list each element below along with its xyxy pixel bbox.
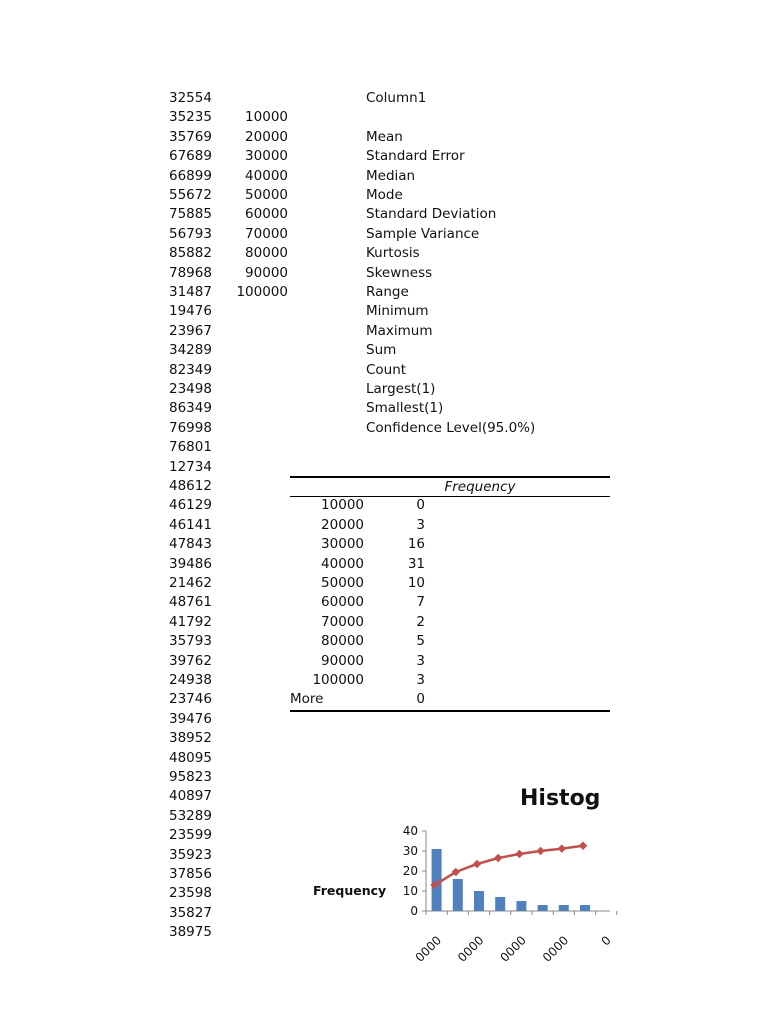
x-tick-label: 0 bbox=[598, 933, 614, 949]
x-tick-label: 0000 bbox=[539, 933, 572, 965]
histogram-bar bbox=[559, 905, 569, 911]
data-value: 66899 bbox=[169, 167, 212, 184]
data-value: 46141 bbox=[169, 516, 212, 533]
data-value: 37856 bbox=[169, 866, 212, 882]
y-tick-label: 0 bbox=[410, 904, 418, 918]
y-tick-label: 20 bbox=[402, 864, 418, 878]
y-tick-label: 30 bbox=[402, 844, 418, 858]
bin-value: 50000 bbox=[245, 187, 288, 203]
table-frequency-cell: 0 bbox=[416, 691, 425, 708]
table-bin-cell: 40000 bbox=[321, 555, 364, 572]
table-frequency-cell: 10 bbox=[407, 575, 425, 591]
stat-label: Confidence Level(95.0%) bbox=[366, 419, 536, 436]
bin-value: 100000 bbox=[236, 284, 288, 300]
stats-header: Column1 bbox=[366, 90, 427, 106]
table-bin-cell: 90000 bbox=[321, 652, 364, 669]
data-value: 39476 bbox=[169, 710, 212, 727]
data-value: 23598 bbox=[169, 885, 212, 902]
stat-label: Skewness bbox=[366, 264, 433, 281]
histogram-bar bbox=[516, 901, 526, 911]
bin-value: 30000 bbox=[245, 148, 288, 165]
data-value: 78968 bbox=[169, 264, 212, 281]
bin-value: 60000 bbox=[245, 206, 288, 223]
stat-label: Mode bbox=[366, 187, 403, 203]
data-value: 67689 bbox=[169, 148, 212, 165]
data-value: 19476 bbox=[169, 303, 212, 320]
stat-label: Standard Deviation bbox=[366, 206, 497, 223]
table-frequency-cell: 0 bbox=[416, 497, 425, 514]
bin-value: 20000 bbox=[245, 128, 288, 145]
data-value: 41792 bbox=[169, 613, 212, 630]
table-frequency-cell: 3 bbox=[416, 516, 425, 533]
table-frequency-cell: 3 bbox=[416, 672, 425, 688]
table-bin-cell: 50000 bbox=[321, 575, 364, 591]
data-value: 24938 bbox=[169, 672, 212, 688]
histogram-bar bbox=[453, 879, 463, 911]
table-bin-cell: 20000 bbox=[321, 516, 364, 533]
cumulative-marker bbox=[579, 842, 587, 850]
histogram-bar bbox=[580, 905, 590, 911]
stat-label: Count bbox=[366, 361, 407, 378]
histogram-bar bbox=[538, 905, 548, 911]
data-value: 46129 bbox=[169, 497, 212, 514]
data-value: 48095 bbox=[169, 749, 212, 766]
table-bin-cell: 100000 bbox=[312, 672, 364, 688]
data-value: 21462 bbox=[169, 575, 212, 591]
data-value: 23967 bbox=[169, 322, 212, 339]
cumulative-marker bbox=[536, 847, 544, 855]
table-frequency-cell: 2 bbox=[416, 613, 425, 630]
x-tick-label: 0000 bbox=[497, 933, 529, 965]
data-value: 86349 bbox=[169, 400, 212, 417]
data-value: 31487 bbox=[169, 284, 212, 300]
frequency-header: Frequency bbox=[444, 479, 516, 495]
histogram-bar bbox=[495, 897, 505, 911]
data-value: 75885 bbox=[169, 206, 212, 223]
data-value: 38952 bbox=[169, 730, 212, 747]
data-value: 40897 bbox=[169, 788, 212, 805]
bin-value: 10000 bbox=[245, 109, 288, 126]
data-value: 35923 bbox=[169, 846, 212, 863]
table-frequency-cell: 5 bbox=[416, 633, 425, 650]
data-value: 35827 bbox=[169, 904, 212, 921]
bin-value: 80000 bbox=[245, 245, 288, 262]
stat-label: Minimum bbox=[366, 303, 429, 320]
data-value: 55672 bbox=[169, 187, 212, 203]
histogram-bar bbox=[432, 849, 442, 911]
histogram-bar bbox=[474, 891, 484, 911]
table-bin-cell: 60000 bbox=[321, 594, 364, 611]
x-tick-label: 0000 bbox=[412, 933, 445, 965]
data-value: 23498 bbox=[169, 381, 212, 397]
data-value: 47843 bbox=[169, 536, 212, 553]
stat-label: Maximum bbox=[366, 322, 433, 339]
stat-label: Smallest(1) bbox=[366, 400, 444, 417]
data-value: 12734 bbox=[169, 458, 212, 475]
chart-y-axis-label: Frequency bbox=[313, 883, 387, 898]
data-value: 34289 bbox=[169, 342, 212, 359]
cumulative-marker bbox=[515, 850, 523, 858]
data-value: 48612 bbox=[169, 478, 212, 494]
data-value: 56793 bbox=[169, 225, 212, 242]
stat-label: Largest(1) bbox=[366, 381, 436, 397]
table-bin-cell: 30000 bbox=[321, 536, 364, 553]
stat-label: Mean bbox=[366, 128, 403, 145]
bin-value: 40000 bbox=[245, 167, 288, 184]
bin-value: 90000 bbox=[245, 264, 288, 281]
table-bin-cell: 10000 bbox=[321, 497, 364, 514]
data-value: 23599 bbox=[169, 827, 212, 844]
table-bin-cell: 70000 bbox=[321, 613, 364, 630]
data-value: 95823 bbox=[169, 769, 212, 785]
table-frequency-cell: 31 bbox=[407, 555, 425, 572]
data-value: 39762 bbox=[169, 652, 212, 669]
y-tick-label: 40 bbox=[402, 824, 418, 838]
table-bin-cell: More bbox=[290, 691, 324, 708]
data-value: 35235 bbox=[169, 109, 212, 126]
table-frequency-cell: 16 bbox=[407, 536, 425, 553]
cumulative-marker bbox=[473, 860, 481, 868]
data-value: 35769 bbox=[169, 128, 212, 145]
data-value: 39486 bbox=[169, 555, 212, 572]
stat-label: Kurtosis bbox=[366, 245, 420, 262]
bin-value: 70000 bbox=[245, 225, 288, 242]
data-value: 48761 bbox=[169, 594, 212, 611]
data-value: 38975 bbox=[169, 924, 212, 941]
data-value: 76801 bbox=[169, 439, 212, 456]
stat-label: Sum bbox=[366, 342, 397, 359]
chart-title: Histog bbox=[520, 786, 601, 811]
x-tick-label: 0000 bbox=[455, 933, 487, 965]
data-value: 53289 bbox=[169, 807, 212, 824]
stat-label: Sample Variance bbox=[366, 225, 480, 242]
y-tick-label: 10 bbox=[402, 884, 418, 898]
data-value: 82349 bbox=[169, 361, 212, 378]
data-value: 76998 bbox=[169, 419, 212, 436]
table-bin-cell: 80000 bbox=[321, 633, 364, 650]
data-value: 23746 bbox=[169, 691, 212, 708]
stat-label: Range bbox=[366, 284, 409, 300]
table-frequency-cell: 3 bbox=[416, 652, 425, 669]
table-frequency-cell: 7 bbox=[416, 594, 425, 611]
cumulative-marker bbox=[558, 844, 566, 852]
stat-label: Standard Error bbox=[366, 148, 465, 165]
data-value: 32554 bbox=[169, 90, 212, 106]
data-value: 85882 bbox=[169, 245, 212, 262]
cumulative-marker bbox=[494, 854, 502, 862]
stat-label: Median bbox=[366, 167, 416, 184]
data-value: 35793 bbox=[169, 633, 212, 650]
